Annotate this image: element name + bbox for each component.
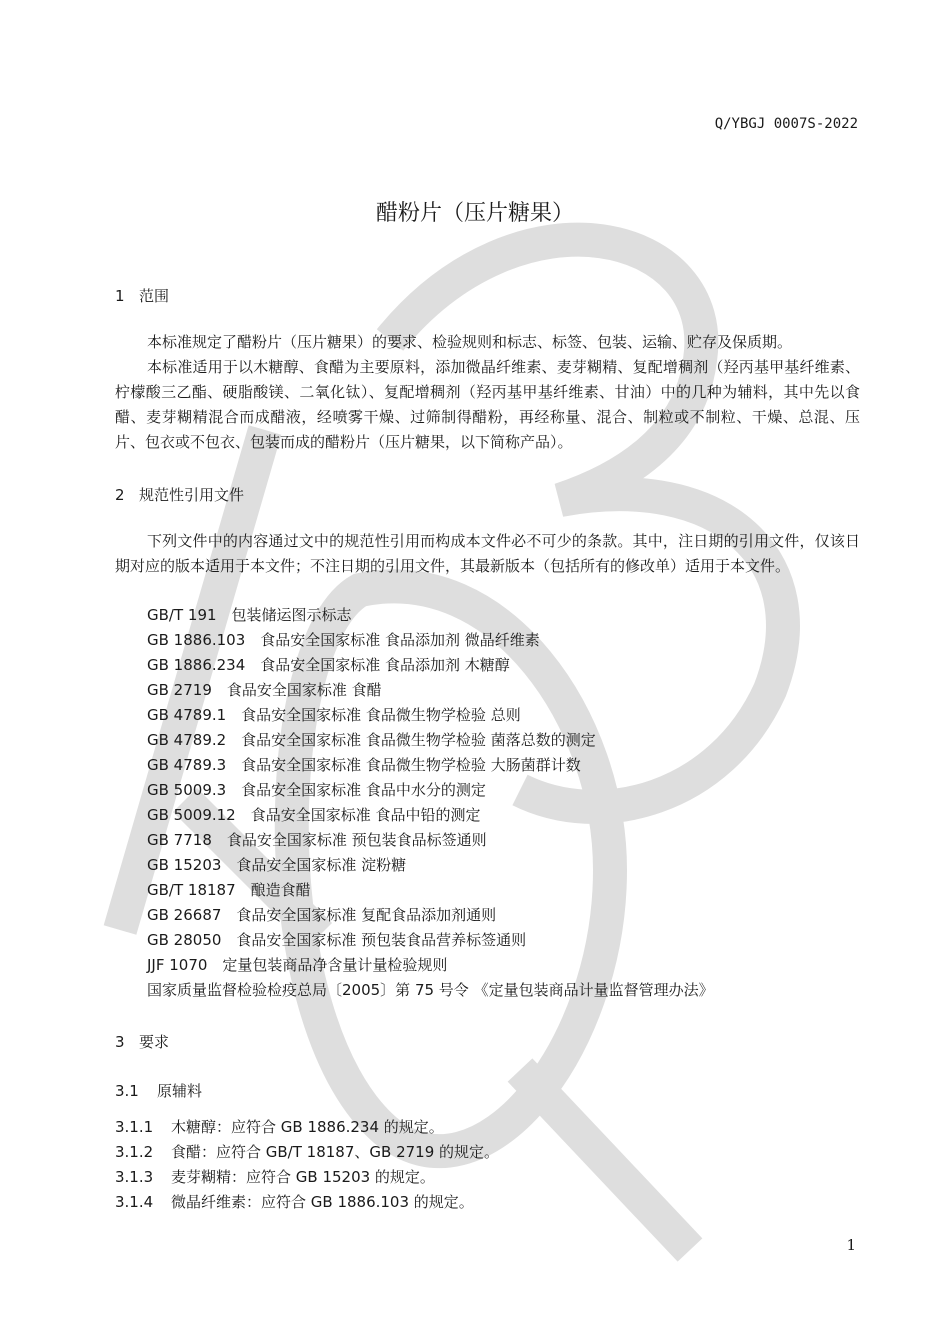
clause-number: 3.1.1: [115, 1118, 154, 1136]
reference-item: GB 5009.12 食品安全国家标准 食品中铅的测定: [147, 806, 481, 824]
reference-item: GB 26687 食品安全国家标准 复配食品添加剂通则: [147, 906, 497, 924]
requirement-item: [115, 1190, 499, 1215]
clause-text: 木糖醇：应符合 GB 1886.234 的规定。: [171, 1118, 444, 1136]
section-title: 要求: [139, 1033, 170, 1051]
subsection-title: 原辅料: [157, 1082, 203, 1100]
reference-item: GB 15203 食品安全国家标准 淀粉糖: [147, 856, 407, 874]
reference-item: 国家质量监督检验检疫总局〔2005〕第 75 号令 《定量包装商品计量监督管理办法》: [147, 981, 714, 999]
reference-item: JJF 1070 定量包装商品净含量计量检验规则: [147, 956, 448, 974]
section-1-heading: [115, 285, 169, 306]
document-title: 醋粉片（压片糖果）: [375, 201, 574, 226]
clause-number: 3.1.3: [115, 1168, 154, 1186]
section-title: 范围: [139, 287, 170, 305]
reference-item: GB 2719 食品安全国家标准 食醋: [147, 681, 382, 699]
section-number: 3: [115, 1033, 125, 1051]
section-title: 规范性引用文件: [139, 486, 245, 504]
subsection-number: 3.1: [115, 1082, 139, 1100]
requirement-item: [115, 1140, 499, 1165]
subsection-3-1-heading: [115, 1080, 202, 1101]
page-number: 1: [846, 1236, 856, 1254]
requirement-item: [115, 1165, 499, 1190]
reference-item: GB 7718 食品安全国家标准 预包装食品标签通则: [147, 831, 487, 849]
reference-item: GB 5009.3 食品安全国家标准 食品中水分的测定: [147, 781, 486, 799]
section-number: 1: [115, 287, 125, 305]
scope-paragraph-2: 本标准适用于以木糖醇、食醋为主要原料，添加微晶纤维素、麦芽糊精、复配增稠剂（羟丙基甲基纤维素、柠檬酸三乙酯、硬脂酸镁、二氧化钛）、复配增稠剂（羟丙基甲基纤维素、甘油）中的几种为辅料，其中先以食醋、麦芽糊精混合而成醋液，经喷雾干燥、过筛制得醋粉，再经称量、混合、制粒或不制粒、干燥、总混、压片、包衣或不包衣、包装而成的醋粉片（压片糖果，以下简称产品）。: [115, 358, 860, 451]
clause-text: 麦芽糊精：应符合 GB 15203 的规定。: [171, 1168, 435, 1186]
section-3-heading: [115, 1031, 169, 1052]
document-code: Q/YBGJ 0007S-2022: [714, 116, 858, 132]
reference-item: GB 1886.234 食品安全国家标准 食品添加剂 木糖醇: [147, 656, 510, 674]
clause-text: 微晶纤维素：应符合 GB 1886.103 的规定。: [171, 1193, 474, 1211]
clause-text: 食醋：应符合 GB/T 18187、GB 2719 的规定。: [171, 1143, 500, 1161]
reference-item: GB 4789.1 食品安全国家标准 食品微生物学检验 总则: [147, 706, 521, 724]
reference-item: GB/T 18187 酿造食醋: [147, 881, 311, 899]
reference-list: [147, 603, 714, 1003]
section-number: 2: [115, 486, 125, 504]
clause-number: 3.1.4: [115, 1193, 154, 1211]
clause-number: 3.1.2: [115, 1143, 154, 1161]
requirement-list: [115, 1115, 499, 1215]
reference-item: GB 4789.2 食品安全国家标准 食品微生物学检验 菌落总数的测定: [147, 731, 596, 749]
section-2-heading: [115, 484, 244, 505]
reference-item: GB 28050 食品安全国家标准 预包装食品营养标签通则: [147, 931, 527, 949]
reference-item: GB 4789.3 食品安全国家标准 食品微生物学检验 大肠菌群计数: [147, 756, 581, 774]
requirement-item: [115, 1115, 499, 1140]
refs-intro-paragraph: 下列文件中的内容通过文中的规范性引用而构成本文件必不可少的条款。其中，注日期的引用文件，仅该日期对应的版本适用于本文件；不注日期的引用文件，其最新版本（包括所有的修改单）适用于本文件。: [115, 532, 860, 575]
reference-item: GB/T 191 包装储运图示标志: [147, 606, 352, 624]
reference-item: GB 1886.103 食品安全国家标准 食品添加剂 微晶纤维素: [147, 631, 540, 649]
scope-paragraph-1: 本标准规定了醋粉片（压片糖果）的要求、检验规则和标志、标签、包装、运输、贮存及保质期。: [147, 333, 793, 351]
